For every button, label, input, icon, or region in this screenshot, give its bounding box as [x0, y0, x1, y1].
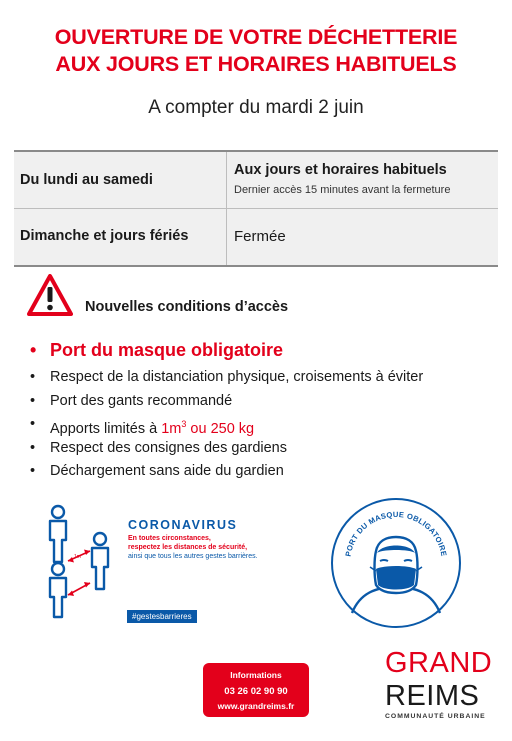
page-title: [0, 24, 512, 78]
distance-label: 1m: [74, 554, 81, 560]
campaign-line-2: respectez les distances de sécurité,: [128, 544, 248, 551]
mask-badge-text: PORT DU MASQUE OBLIGATOIRE: [343, 509, 449, 558]
info-phone: 03 26 02 90 90: [224, 686, 288, 697]
info-box: [203, 663, 309, 717]
schedule-table: [14, 150, 498, 267]
info-title: Informations: [230, 670, 282, 680]
weekdays-label: Du lundi au samedi: [20, 172, 153, 188]
limit-value-volume: 1m: [161, 420, 182, 437]
coronavirus-campaign: [38, 503, 328, 633]
coronavirus-title: CORONAVIRUS: [128, 518, 238, 532]
social-distance-icon: [38, 503, 120, 619]
conditions-list: [30, 336, 500, 484]
start-date: A compter du mardi 2 juin: [148, 97, 364, 118]
campaign-line-1: En toutes circonstances,: [128, 535, 211, 542]
grand-reims-logo: [385, 647, 500, 727]
list-item-gloves: • Port des gants recommandé: [30, 390, 500, 414]
logo-subtitle: COMMUNAUTÉ URBAINE: [385, 713, 486, 720]
sunday-label: Dimanche et jours fériés: [20, 228, 189, 244]
info-website: www.grandreims.fr: [217, 701, 295, 711]
logo-grand: GRAND: [385, 647, 493, 679]
hashtag-badge: #gestesbarrieres: [127, 610, 197, 623]
list-item-distance: • Respect de la distanciation physique, croisements à éviter: [30, 366, 500, 390]
schedule-row-weekdays: [14, 152, 498, 209]
last-access-note: Dernier accès 15 minutes avant la fermeture: [234, 184, 451, 196]
campaign-line-3: ainsi que tous les autres gestes barrières.: [128, 553, 258, 560]
list-item-instructions: • Respect des consignes des gardiens: [30, 437, 500, 461]
limit-value-weight: ou 250 kg: [186, 420, 255, 437]
warning-triangle-icon: [27, 274, 73, 316]
title-line-1: OUVERTURE DE VOTRE DÉCHETTERIE: [54, 25, 458, 49]
title-line-2: AUX JOURS ET HORAIRES HABITUELS: [55, 52, 457, 76]
logo-reims: REIMS: [385, 680, 480, 712]
schedule-row-sunday: [14, 209, 498, 263]
limit-value-exponent: 3: [181, 419, 187, 429]
limit-value: [161, 421, 254, 437]
mask-mandatory-badge: [330, 497, 462, 629]
list-item-unloading: • Déchargement sans aide du gardien: [30, 460, 500, 484]
list-item-mask: • Port du masque obligatoire: [30, 336, 500, 366]
weekdays-hours: Aux jours et horaires habituels: [234, 162, 447, 178]
limit-prefix: Apports limités à: [50, 420, 162, 437]
sunday-status: Fermée: [234, 228, 286, 245]
conditions-title: Nouvelles conditions d’accès: [85, 299, 289, 315]
list-item-limit: [30, 413, 500, 437]
